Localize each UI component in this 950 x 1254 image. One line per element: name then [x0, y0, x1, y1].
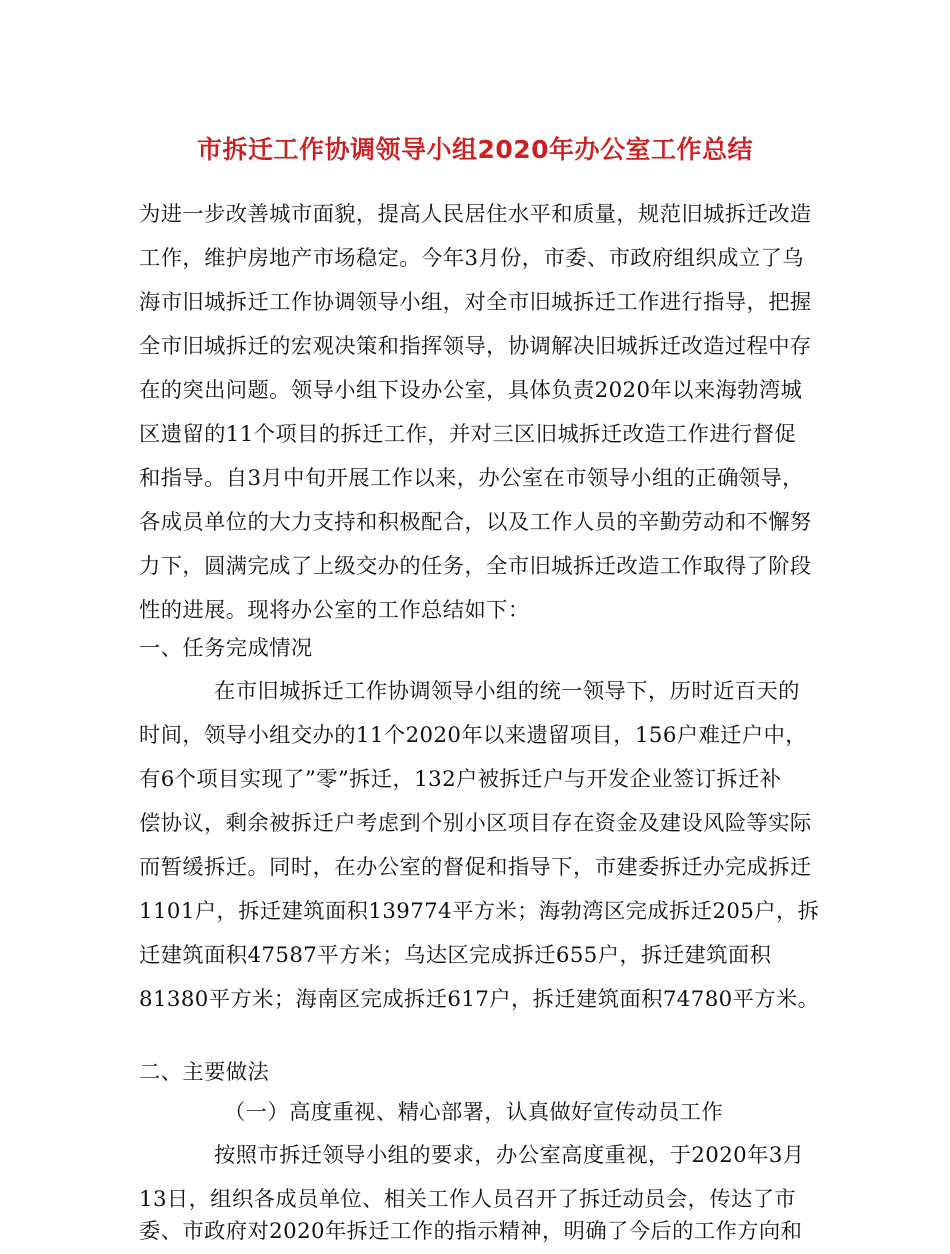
- body-line: 时间，领导小组交办的11个2020年以来遗留项目，156户难迁户中，: [139, 723, 807, 748]
- body-line: 性的进展。现将办公室的工作总结如下：: [139, 598, 530, 623]
- body-line: 工作，维护房地产市场稳定。今年3月份，市委、市政府组织成立了乌: [139, 246, 804, 271]
- body-line: 各成员单位的大力支持和积极配合，以及工作人员的辛勤劳动和不懈努: [139, 510, 812, 535]
- document-title: 市拆迁工作协调领导小组2020年办公室工作总结: [196, 135, 754, 164]
- body-line: 区遗留的11个项目的拆迁工作，并对三区旧城拆迁改造工作进行督促: [139, 422, 797, 447]
- body-line: 在的突出问题。领导小组下设办公室，具体负责2020年以来海勃湾城: [139, 378, 803, 403]
- section-heading: 一、任务完成情况: [139, 636, 313, 661]
- body-line: 迁建筑面积47587平方米；乌达区完成拆迁655户，拆迁建筑面积: [139, 943, 772, 968]
- body-line: 为进一步改善城市面貌，提高人民居住水平和质量，规范旧城拆迁改造: [139, 202, 812, 227]
- body-line: 海市旧城拆迁工作协调领导小组，对全市旧城拆迁工作进行指导，把握: [139, 290, 812, 315]
- body-line: 和指导。自3月中旬开展工作以来，办公室在市领导小组的正确领导，: [139, 466, 804, 491]
- body-line: 在市旧城拆迁工作协调领导小组的统一领导下，历时近百天的: [214, 679, 800, 704]
- body-line: 而暂缓拆迁。同时，在办公室的督促和指导下，市建委拆迁办完成拆迁: [139, 855, 812, 880]
- section-heading: 二、主要做法: [139, 1060, 270, 1085]
- body-line: 有6个项目实现了”零”拆迁，132户被拆迁户与开发企业签订拆迁补: [139, 767, 782, 792]
- body-line: 偿协议，剩余被拆迁户考虑到个别小区项目存在资金及建设风险等实际: [139, 811, 812, 836]
- body-line: 13日，组织各成员单位、相关工作人员召开了拆迁动员会，传达了市: [139, 1187, 797, 1212]
- body-line: 全市旧城拆迁的宏观决策和指挥领导，协调解决旧城拆迁改造过程中存: [139, 334, 812, 359]
- body-line: 委、市政府对2020年拆迁工作的指示精神，明确了今后的工作方向和: [139, 1219, 803, 1244]
- body-line: 力下，圆满完成了上级交办的任务，全市旧城拆迁改造工作取得了阶段: [139, 554, 812, 579]
- subsection-heading: （一）高度重视、精心部署，认真做好宣传动员工作: [224, 1100, 724, 1125]
- body-line: 81380平方米；海南区完成拆迁617户，拆迁建筑面积74780平方米。: [139, 987, 820, 1012]
- body-line: 1101户，拆迁建筑面积139774平方米；海勃湾区完成拆迁205户，拆: [139, 899, 820, 924]
- body-line: 按照市拆迁领导小组的要求，办公室高度重视，于2020年3月: [214, 1143, 805, 1168]
